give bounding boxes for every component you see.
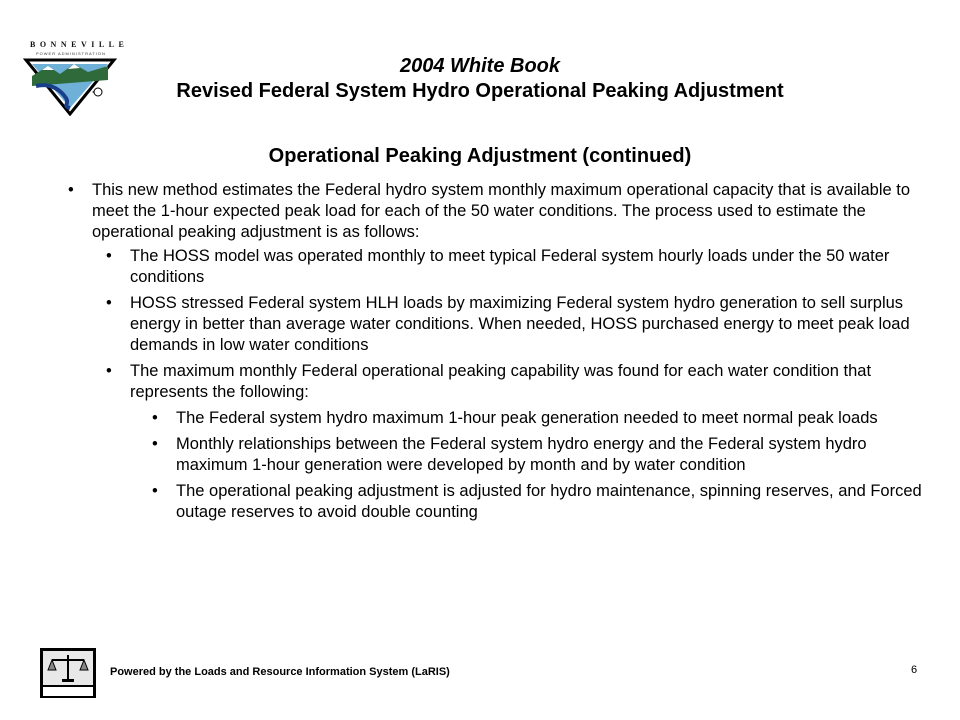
scales-of-justice-icon: [40, 648, 96, 698]
bullet-icon: •: [152, 435, 158, 453]
bullet-icon: •: [152, 482, 158, 500]
laris-logo: [40, 648, 96, 698]
bullet-item: [68, 180, 928, 243]
sub-sub-bullet-item: [152, 481, 936, 523]
logo-wordmark: BONNEVILLE: [30, 40, 129, 49]
bullet-text: This new method estimates the Federal hydro system monthly maximum operational capacity that is available to meet the 1-hour expected peak load for each of the 50 water conditions. The process used to estimate the operational peaking adjustment is as follows:: [92, 181, 911, 241]
bullet-icon: •: [106, 362, 112, 380]
slide-content: [68, 180, 928, 528]
bullet-text: The Federal system hydro maximum 1-hour peak generation needed to meet normal peak loads: [176, 409, 878, 427]
bullet-icon: •: [68, 181, 74, 199]
title-line-2: Revised Federal System Hydro Operational Peaking Adjustment: [176, 80, 784, 102]
page-number: 6: [911, 664, 918, 676]
section-title: Operational Peaking Adjustment (continued): [268, 145, 692, 167]
sub-bullet-item: [106, 361, 930, 403]
sub-sub-bullet-item: [152, 408, 936, 429]
sub-bullet-item: [106, 246, 930, 288]
bullet-icon: •: [106, 247, 112, 265]
bullet-icon: •: [106, 294, 112, 312]
title-line-1: 2004 White Book: [399, 55, 561, 77]
bullet-text: The HOSS model was operated monthly to meet typical Federal system hourly loads under the 50 water conditions: [130, 247, 890, 286]
slide-title: [100, 54, 860, 104]
sub-bullet-item: [106, 293, 930, 356]
sub-sub-bullet-item: [152, 434, 936, 476]
bullet-icon: •: [152, 409, 158, 427]
bullet-text: The operational peaking adjustment is adjusted for hydro maintenance, spinning reserves, and Forced outage reserves to avoid double counting: [176, 482, 922, 521]
bullet-text: The maximum monthly Federal operational peaking capability was found for each water condition that represents the following:: [130, 362, 872, 401]
footer-text: Powered by the Loads and Resource Information System (LaRIS): [110, 666, 450, 678]
bullet-text: Monthly relationships between the Federal system hydro energy and the Federal system hydro maximum 1-hour generation were developed by month and by water condition: [176, 435, 867, 474]
bullet-text: HOSS stressed Federal system HLH loads by maximizing Federal system hydro generation to sell surplus energy in better than average water conditions. When needed, HOSS purchased energy to meet peak load demands in low water conditions: [130, 294, 910, 354]
logo-subtext: POWER ADMINISTRATION: [36, 51, 106, 56]
